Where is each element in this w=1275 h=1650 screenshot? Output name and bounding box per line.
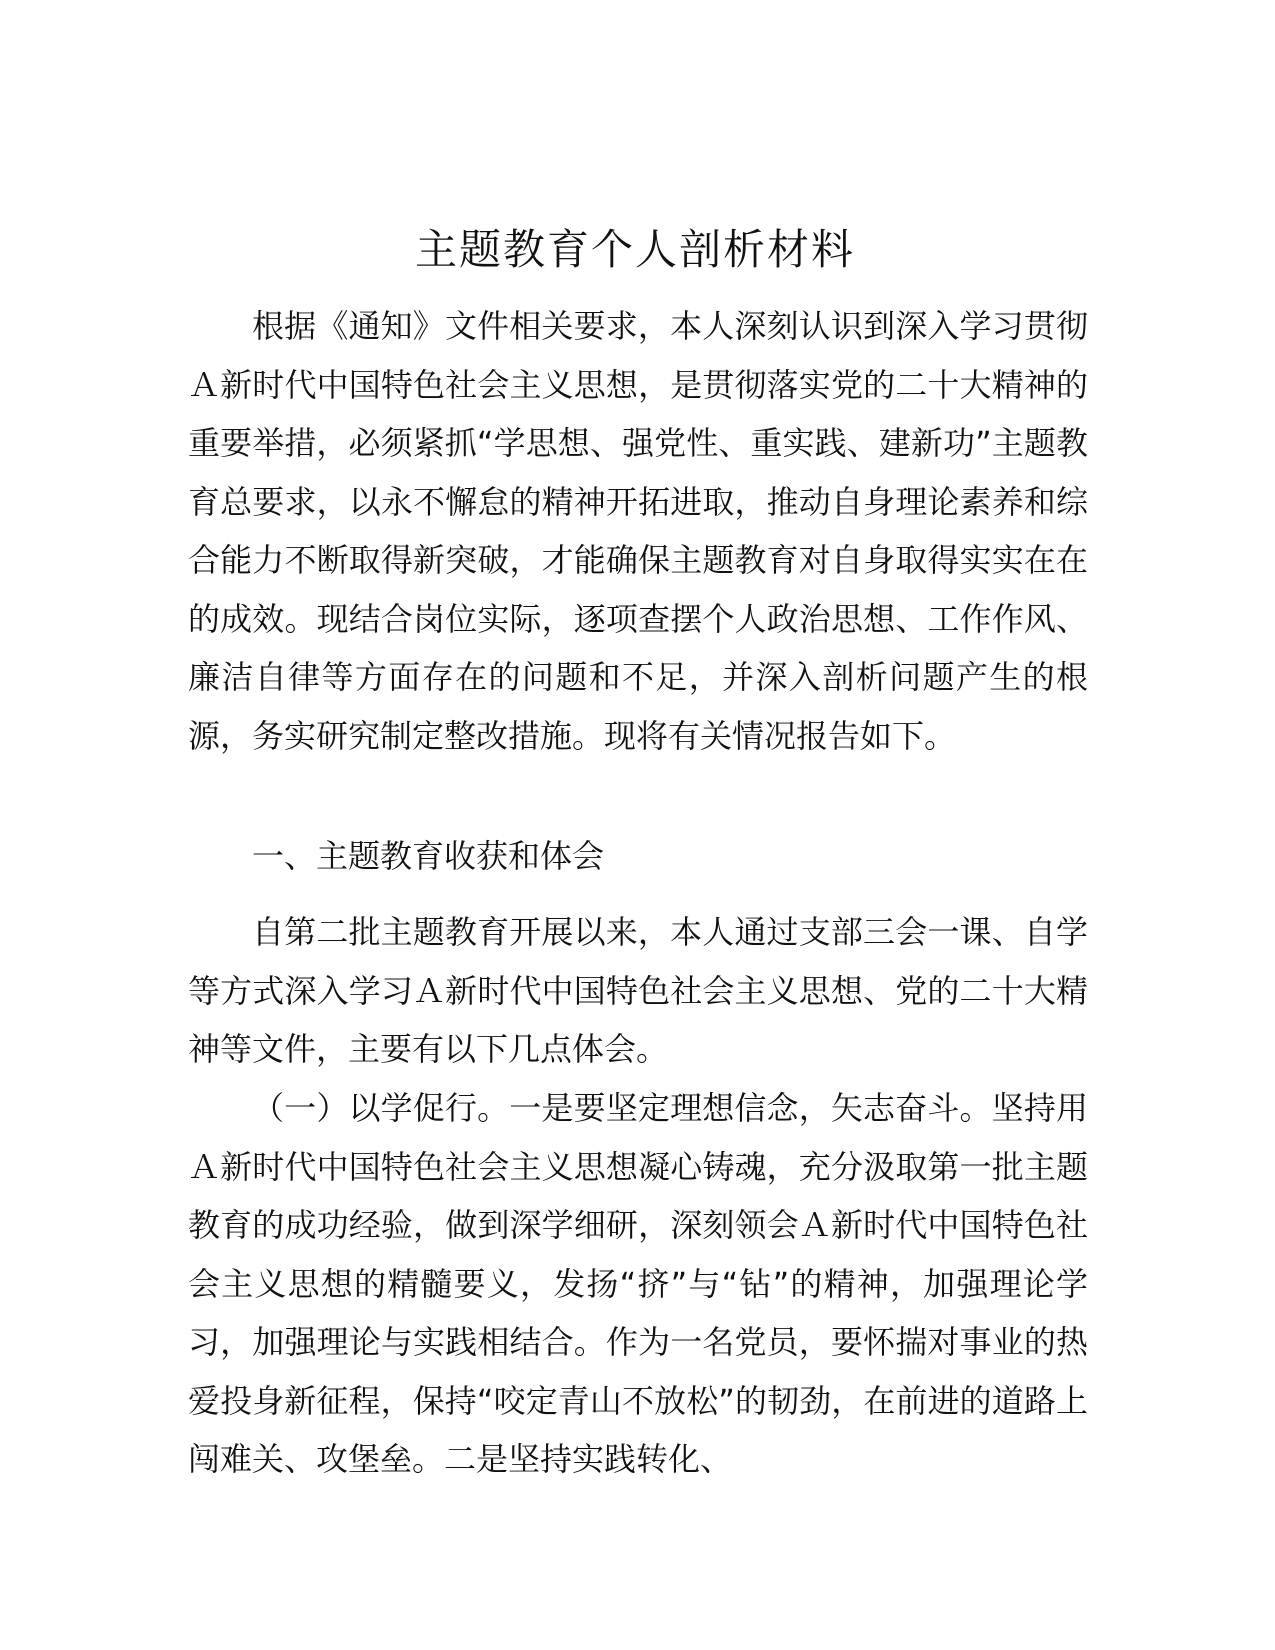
intro-paragraph: 根据《通知》文件相关要求，本人深刻认识到深入学习贯彻Ａ新时代中国特色社会主义思想，是贯彻落实党的二十大精神的重要举措，必须紧抓“学思想、强党性、重实践、建新功”主题教育总要求，以永不懈怠的精神开拓进取，推动自身理论素养和综合能力不断取得新突破，才能确保主题教育对自身取得实实在在的成效。现结合岗位实际，逐项查摆个人政治思想、工作作风、廉洁自律等方面存在的问题和不足，并深入剖析问题产生的根源，务实研究制定整改措施。现将有关情况报告如下。: [188, 307, 1088, 755]
body-paragraph: （一）以学促行。一是要坚定理想信念，矢志奋斗。坚持用Ａ新时代中国特色社会主义思想凝心铸魂，充分汲取第一批主题教育的成功经验，做到深学细研，深刻领会Ａ新时代中国特色社会主义思想的精髓要义，发扬“挤”与“钻”的精神，加强理论学习，加强理论与实践相结合。作为一名党员，要怀揣对事业的热爱投身新征程，保持“咬定青山不放松”的韧劲，在前进的道路上闯难关、攻堡垒。二是坚持实践转化、: [188, 1089, 1088, 1478]
document-title: 主题教育个人剖析材料: [414, 225, 855, 274]
body-paragraph: 自第二批主题教育开展以来，本人通过支部三会一课、自学等方式深入学习Ａ新时代中国特色社会主义思想、党的二十大精神等文件，主要有以下几点体会。: [188, 913, 1088, 1068]
section-heading: 一、主题教育收获和体会: [252, 837, 605, 875]
